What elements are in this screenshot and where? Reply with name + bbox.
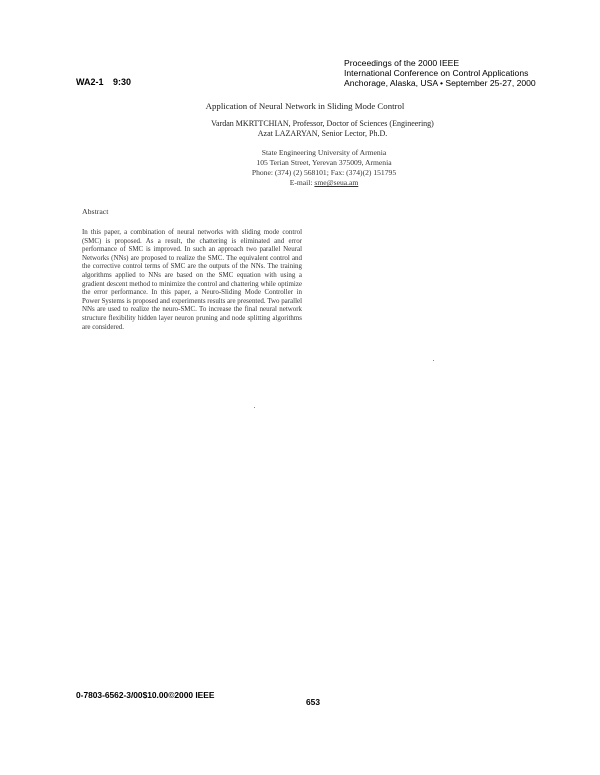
isbn-line: 0-7803-6562-3/00$10.00©2000 IEEE — [76, 690, 215, 700]
proceedings-block — [344, 58, 536, 88]
email-link[interactable]: sme@seua.am — [314, 178, 359, 187]
email-prefix: E-mail: — [289, 178, 315, 187]
session-time: 9:30 — [113, 77, 132, 87]
paper-title: Application of Neural Network in Sliding Mode Control — [205, 101, 405, 111]
scan-speck — [433, 360, 434, 361]
scan-speck — [254, 407, 255, 408]
abstract-heading: Abstract — [82, 207, 109, 216]
abstract-text: In this paper, a combination of neural networks with sliding mode control (SMC) is proposed. As a result, the chattering is eliminated and error performance of SMC is improved. In such an approach two parallel Neural Networks (NNs) are proposed to realize the SMC. The equivalent control and the corrective control terms of SMC are the outputs of the NNs. The training algorithms applied to NNs are based on the SMC equation with using a gradient descent method to minimize the control and chattering while optimize the error performance. In this paper, a Neuro-Sliding Mode Controller in Power Systems is proposed and experiments results are presented. Two parallel NNs are used to realize the neuro-SMC. To increase the final neural network structure flexibility hidden layer neuron pruning and node splitting algorithms are considered. — [82, 228, 302, 331]
affiliation-block — [0, 148, 600, 188]
author-list — [0, 119, 600, 139]
proceedings-line-1: Proceedings of the 2000 IEEE — [344, 58, 460, 68]
affiliation-line-1: State Engineering University of Armenia — [261, 148, 387, 157]
email-line — [48, 178, 600, 188]
session-code: WA2-1 — [76, 77, 104, 87]
proceedings-line-2: International Conference on Control Applications — [344, 68, 529, 78]
proceedings-line-3: Anchorage, Alaska, USA • September 25-27, 2000 — [344, 78, 536, 88]
affiliation-line-3: Phone: (374) (2) 568101; Fax: (374)(2) 151795 — [251, 168, 397, 177]
author-2: Azat LAZARYAN, Senior Lector, Ph.D. — [257, 129, 388, 138]
affiliation-line-2: 105 Terian Street, Yerevan 375009, Armenia — [256, 158, 392, 167]
author-1: Vardan MKRTTCHIAN, Professor, Doctor of Sciences (Engineering) — [211, 119, 434, 128]
page-number: 653 — [306, 697, 320, 707]
